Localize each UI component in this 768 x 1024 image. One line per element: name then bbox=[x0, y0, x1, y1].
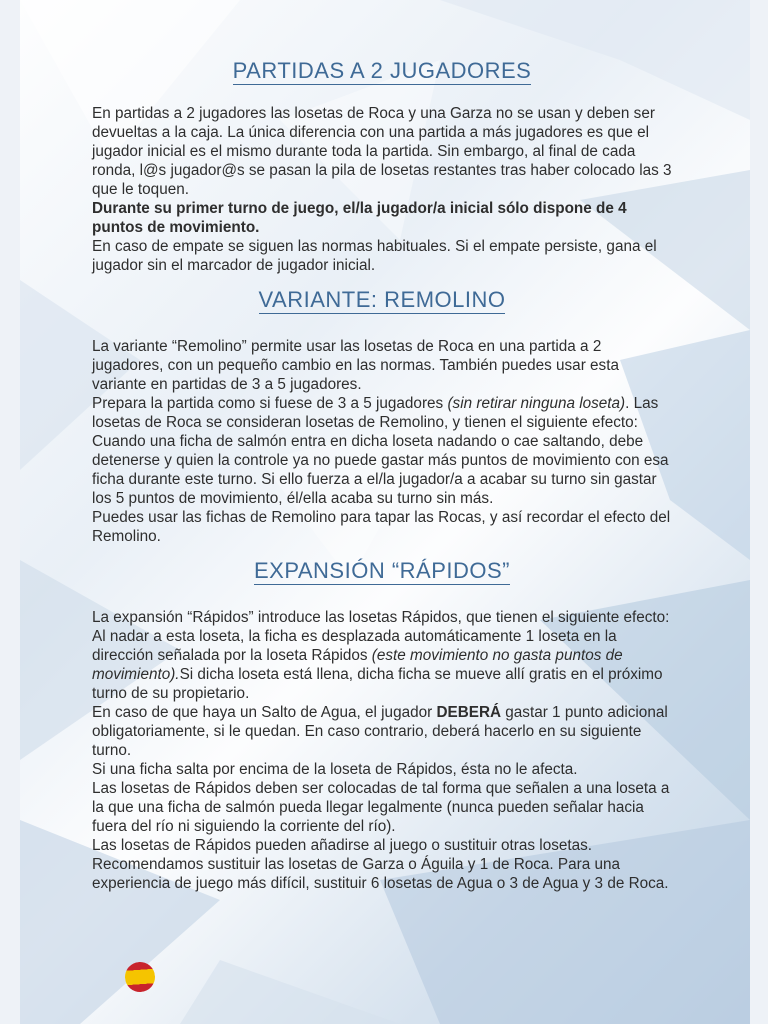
section-body-whirlpool-variant bbox=[92, 337, 672, 546]
paragraph-bold-rule: Durante su primer turno de juego, el/la jugador/a inicial sólo dispone de 4 puntos de movimiento. bbox=[92, 200, 627, 236]
section-body-two-players bbox=[92, 104, 672, 275]
paragraph: Las losetas de Rápidos pueden añadirse al juego o sustituir otras losetas. Recomendamos sustituir las losetas de Garza o Águila y 1 de Roca. Para una experiencia de juego más difícil, sustituir 6 losetas de Agua o 3 de Agua y 3 de Roca. bbox=[92, 837, 669, 892]
section-title-two-players: PARTIDAS A 2 JUGADORES bbox=[232, 58, 532, 83]
paragraph: En caso de que haya un Salto de Agua, el jugador DEBERÁ gastar 1 punto adicional obligatoriamente, si le quedan. En caso contrario, deberá hacerlo en su siguiente turno. bbox=[92, 704, 668, 759]
paragraph: En partidas a 2 jugadores las losetas de Roca y una Garza no se usan y deben ser devueltas a la caja. La única diferencia con una partida a más jugadores es que el jugador inicial es el mismo durante toda la partida. Sin embargo, al final de cada ronda, l@s jugador@s se pasan la pila de losetas restantes tras haber colocado las 3 que le toquen. bbox=[92, 105, 672, 198]
paragraph: Puedes usar las fichas de Remolino para tapar las Rocas, y así recordar el efecto del Remolino. bbox=[92, 509, 671, 545]
paragraph: La expansión “Rápidos” introduce las losetas Rápidos, que tienen el siguiente efecto: Al nadar a esta loseta, la ficha es desplazada automáticamente 1 loseta en la dirección señalada por la loseta Rápidos (este movimiento no gasta puntos de movimiento).Si dicha loseta está llena, dicha ficha se mueve allí gratis en el próximo turno de su propietario. bbox=[92, 609, 670, 702]
section-title-rapids-expansion: EXPANSIÓN “RÁPIDOS” bbox=[253, 558, 511, 583]
paragraph: En caso de empate se siguen las normas habituales. Si el empate persiste, gana el jugador sin el marcador de jugador inicial. bbox=[92, 238, 657, 274]
rules-content bbox=[92, 56, 672, 893]
paragraph: La variante “Remolino” permite usar las losetas de Roca en una partida a 2 jugadores, con un pequeño cambio en las normas. También puedes usar esta variante en partidas de 3 a 5 jugadores. bbox=[92, 338, 619, 393]
section-body-rapids-expansion bbox=[92, 608, 672, 893]
section-title-whirlpool-variant: VARIANTE: REMOLINO bbox=[258, 287, 506, 312]
paragraph: Si una ficha salta por encima de la loseta de Rápidos, ésta no le afecta. bbox=[92, 761, 578, 778]
paragraph: Prepara la partida como si fuese de 3 a 5 jugadores (sin retirar ninguna loseta). Las losetas de Roca se consideran losetas de Remolino, y tienen el siguiente efecto: Cuando una ficha de salmón entra en dicha loseta nadando o cae saltando, debe detenerse y quien la controle ya no puede gastar más puntos de movimiento con esa ficha durante este turno. Si ello fuerza a el/la jugador/a a acabar su turno sin gastar los 5 puntos de movimiento, él/ella acaba su turno sin más. bbox=[92, 395, 669, 507]
paragraph: Las losetas de Rápidos deben ser colocadas de tal forma que señalen a una loseta a la que una ficha de salmón pueda llegar legalmente (nunca pueden señalar hacia fuera del río ni siguiendo la corriente del río). bbox=[92, 780, 670, 835]
